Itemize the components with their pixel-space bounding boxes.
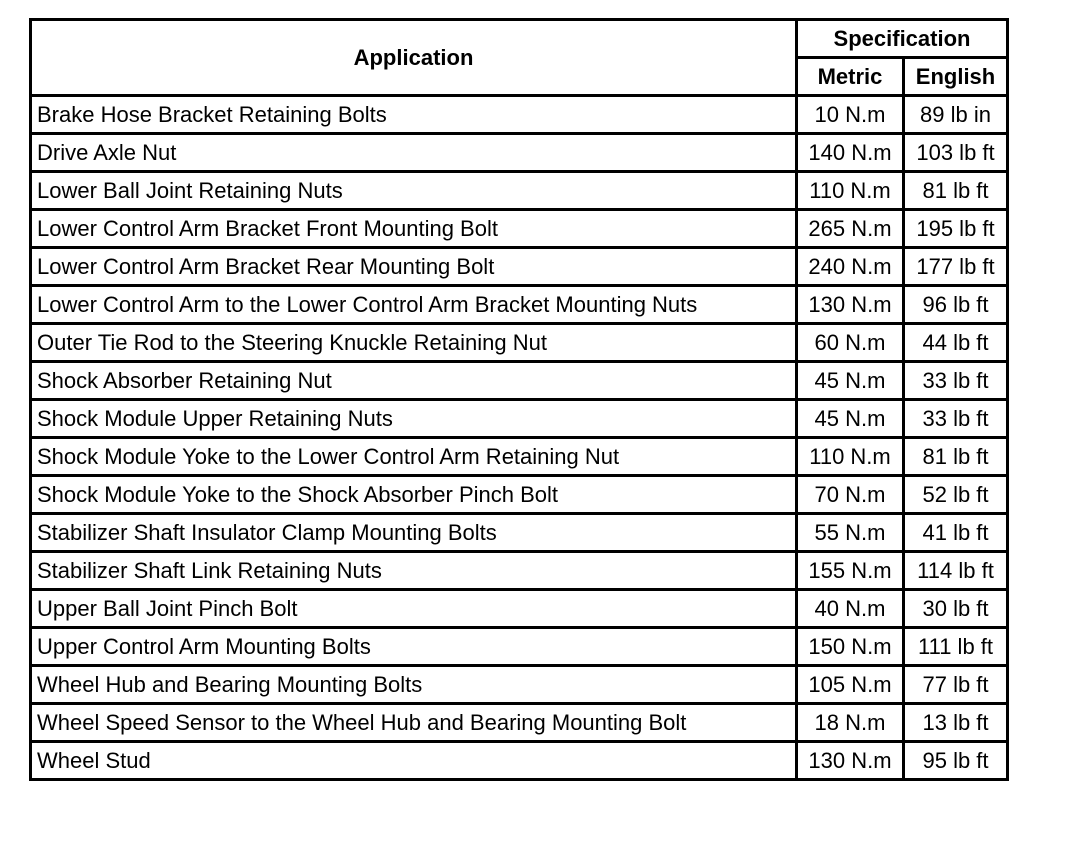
table-row [31,590,1008,628]
english-cell: 114 lb ft [904,552,1008,590]
english-cell: 89 lb in [904,96,1008,134]
english-cell: 95 lb ft [904,742,1008,780]
application-cell: Lower Ball Joint Retaining Nuts [31,172,797,210]
metric-cell: 40 N.m [797,590,904,628]
application-cell: Brake Hose Bracket Retaining Bolts [31,96,797,134]
metric-cell: 45 N.m [797,400,904,438]
english-cell: 41 lb ft [904,514,1008,552]
table-row [31,172,1008,210]
application-cell: Shock Module Yoke to the Shock Absorber Pinch Bolt [31,476,797,514]
english-cell: 13 lb ft [904,704,1008,742]
table-row [31,400,1008,438]
table-row [31,552,1008,590]
table-row [31,324,1008,362]
metric-cell: 150 N.m [797,628,904,666]
column-header-metric: Metric [797,58,904,96]
metric-cell: 105 N.m [797,666,904,704]
table-body [31,96,1008,780]
english-cell: 111 lb ft [904,628,1008,666]
column-header-english: English [904,58,1008,96]
english-cell: 177 lb ft [904,248,1008,286]
column-header-application: Application [31,20,797,96]
english-cell: 77 lb ft [904,666,1008,704]
application-cell: Shock Absorber Retaining Nut [31,362,797,400]
header-row-top [31,20,1008,58]
english-cell: 96 lb ft [904,286,1008,324]
application-cell: Lower Control Arm Bracket Front Mounting Bolt [31,210,797,248]
application-cell: Stabilizer Shaft Insulator Clamp Mounting Bolts [31,514,797,552]
metric-cell: 110 N.m [797,172,904,210]
application-cell: Wheel Speed Sensor to the Wheel Hub and Bearing Mounting Bolt [31,704,797,742]
table-row [31,476,1008,514]
english-cell: 81 lb ft [904,172,1008,210]
table-header [31,20,1008,96]
english-cell: 33 lb ft [904,362,1008,400]
metric-cell: 45 N.m [797,362,904,400]
table-row [31,362,1008,400]
english-cell: 103 lb ft [904,134,1008,172]
metric-cell: 130 N.m [797,742,904,780]
application-cell: Upper Control Arm Mounting Bolts [31,628,797,666]
torque-spec-table [29,18,1009,781]
table-row [31,704,1008,742]
metric-cell: 55 N.m [797,514,904,552]
english-cell: 33 lb ft [904,400,1008,438]
table-row [31,248,1008,286]
column-header-specification: Specification [797,20,1008,58]
application-cell: Outer Tie Rod to the Steering Knuckle Retaining Nut [31,324,797,362]
metric-cell: 10 N.m [797,96,904,134]
metric-cell: 155 N.m [797,552,904,590]
application-cell: Upper Ball Joint Pinch Bolt [31,590,797,628]
table-row [31,742,1008,780]
table-row [31,134,1008,172]
table-row [31,628,1008,666]
metric-cell: 140 N.m [797,134,904,172]
metric-cell: 18 N.m [797,704,904,742]
table-row [31,286,1008,324]
table-row [31,96,1008,134]
english-cell: 195 lb ft [904,210,1008,248]
metric-cell: 60 N.m [797,324,904,362]
table-row [31,438,1008,476]
table-row [31,666,1008,704]
application-cell: Wheel Stud [31,742,797,780]
table-row [31,210,1008,248]
metric-cell: 265 N.m [797,210,904,248]
metric-cell: 70 N.m [797,476,904,514]
metric-cell: 130 N.m [797,286,904,324]
application-cell: Lower Control Arm to the Lower Control Arm Bracket Mounting Nuts [31,286,797,324]
application-cell: Stabilizer Shaft Link Retaining Nuts [31,552,797,590]
application-cell: Wheel Hub and Bearing Mounting Bolts [31,666,797,704]
application-cell: Shock Module Yoke to the Lower Control Arm Retaining Nut [31,438,797,476]
english-cell: 52 lb ft [904,476,1008,514]
metric-cell: 240 N.m [797,248,904,286]
application-cell: Drive Axle Nut [31,134,797,172]
application-cell: Lower Control Arm Bracket Rear Mounting Bolt [31,248,797,286]
english-cell: 81 lb ft [904,438,1008,476]
application-cell: Shock Module Upper Retaining Nuts [31,400,797,438]
english-cell: 44 lb ft [904,324,1008,362]
metric-cell: 110 N.m [797,438,904,476]
table-row [31,514,1008,552]
english-cell: 30 lb ft [904,590,1008,628]
